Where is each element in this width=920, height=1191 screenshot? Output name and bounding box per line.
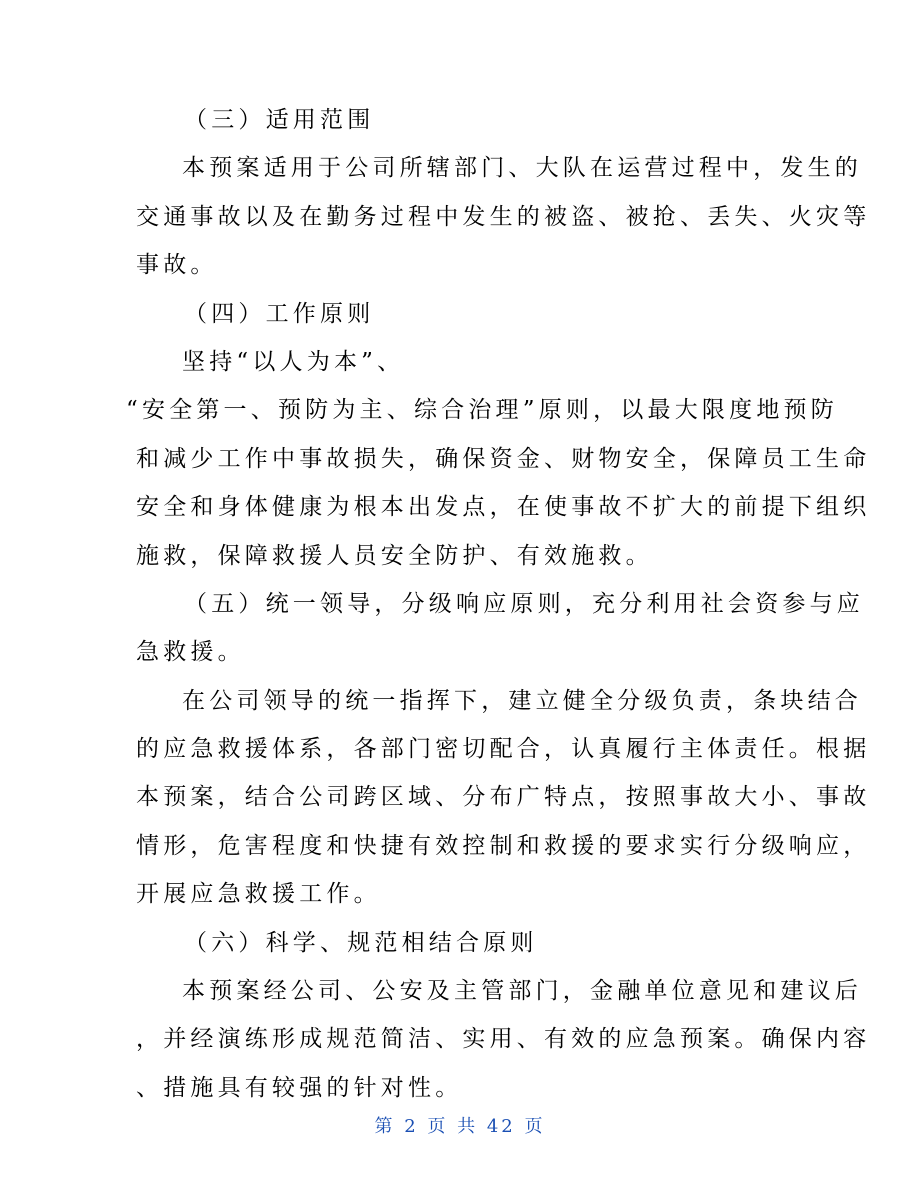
section-heading-scientific: （六）科学、规范相结合原则 — [184, 929, 538, 956]
paragraph-line: 、措施具有较强的针对性。 — [136, 1074, 463, 1101]
section-heading-principles: （四）工作原则 — [184, 300, 375, 327]
paragraph-line: 安全和身体健康为根本出发点，在使事故不扩大的前提下组织 — [136, 494, 871, 521]
paragraph-line: 和减少工作中事故损失，确保资金、财物安全，保障员工生命 — [136, 445, 871, 472]
page-number-footer: 第 2 页 共 42 页 — [374, 1116, 546, 1137]
paragraph-line: 本预案，结合公司跨区域、分布广特点，按照事故大小、事故 — [136, 784, 871, 811]
paragraph-line: 急救援。 — [136, 639, 245, 666]
paragraph-line: 情形，危害程度和快捷有效控制和救援的要求实行分级响应， — [136, 832, 871, 859]
paragraph-line: 事故。 — [136, 252, 218, 279]
paragraph-line: “安全第一、预防为主、综合治理”原则，以最大限度地预防 — [126, 397, 838, 424]
paragraph-line: 的应急救援体系，各部门密切配合，认真履行主体责任。根据 — [136, 736, 871, 763]
paragraph-line: 开展应急救援工作。 — [136, 881, 381, 908]
paragraph-line: 坚持“以人为本”、 — [182, 348, 405, 375]
paragraph-line: 施救，保障救援人员安全防护、有效施救。 — [136, 542, 653, 569]
section-heading-scope: （三）适用范围 — [184, 107, 375, 133]
paragraph-line: 交通事故以及在勤务过程中发生的被盗、被抢、丢失、火灾等 — [136, 203, 871, 230]
section-heading-leadership: （五）统一领导，分级响应原则，充分利用社会资参与应 — [184, 590, 864, 617]
paragraph-line: 在公司领导的统一指挥下，建立健全分级负责，条块结合 — [182, 687, 862, 714]
paragraph-line: 本预案经公司、公安及主管部门，金融单位意见和建议后 — [182, 978, 862, 1005]
paragraph-line: ，并经演练形成规范简洁、实用、有效的应急预案。确保内容 — [136, 1026, 871, 1053]
document-body — [126, 96, 871, 1112]
paragraph-line: 本预案适用于公司所辖部门、大队在运营过程中，发生的 — [182, 155, 862, 182]
